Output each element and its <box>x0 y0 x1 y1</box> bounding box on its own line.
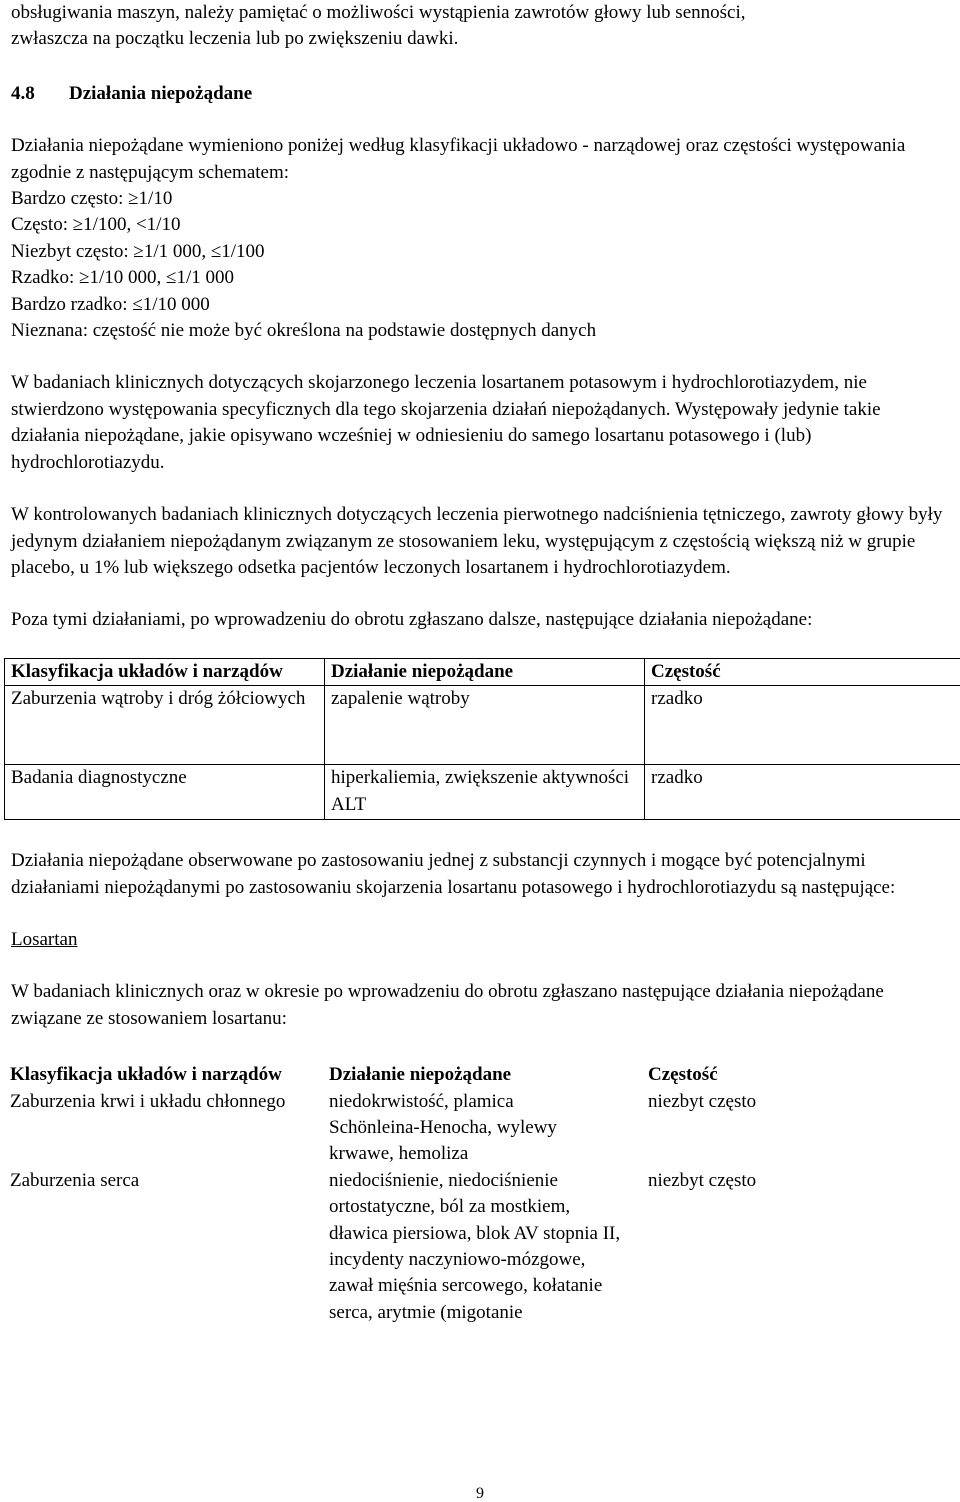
frequency-unknown: Nieznana: częstość nie może być określona na podstawie dostępnych danych <box>11 320 597 342</box>
intro-line-1: obsługiwania maszyn, należy pamiętać o możliwości wystąpienia zawrotów głowy lub senności, <box>11 2 746 23</box>
table-row <box>4 1168 959 1326</box>
table-cell: rzadko <box>645 686 960 765</box>
section-heading <box>11 81 951 107</box>
table-cell: hiperkaliemia, zwiększenie aktywności ALT <box>325 765 645 820</box>
paragraph-controlled-trials: W kontrolowanych badaniach klinicznych dotyczących leczenia pierwotnego nadciśnienia tętniczego, zawroty głowy były jedynym działaniem niepożądanym związanym ze stosowaniem leku, występującym z częstością większą niż w grupie placebo, u 1% lub większego odsetka pacjentów leczonych losartanem i hydrochlorotiazydem. <box>11 504 943 578</box>
paragraph-combination-trials: W badaniach klinicznych dotyczących skojarzonego leczenia losartanem potasowym i hydrochlorotiazydem, nie stwierdzono występowania specyficznych dla tego skojarzenia działań niepożądanych. Występowały jedynie takie działania niepożądane, jakie opisywano wcześniej w odniesieniu do samego losartanu potasowego i (lub) hydrochlorotiazydu. <box>11 372 881 473</box>
table-cell: Badania diagnostyczne <box>5 765 325 820</box>
table-cell: niedociśnienie, niedociśnienie ortostatyczne, ból za mostkiem, dławica piersiowa, blok AV stopnia II, incydenty naczyniowo-mózgowe, zawał mięśnia sercowego, kołatanie serca, arytmie (migotanie <box>329 1169 621 1323</box>
table-row <box>4 1089 959 1168</box>
section-number: 4.8 <box>11 82 35 104</box>
table-cell: niezbyt często <box>648 1090 757 1112</box>
table-row <box>5 765 960 820</box>
table-cell: Zaburzenia krwi i układu chłonnego <box>10 1090 286 1112</box>
adverse-events-table-2 <box>4 1062 959 1326</box>
frequency-very-rare: Bardzo rzadko: ≤1/10 000 <box>11 293 210 315</box>
table-header-cell: Działanie niepożądane <box>329 1064 512 1086</box>
paragraph-losartan-intro: W badaniach klinicznych oraz w okresie po wprowadzeniu do obrotu zgłaszano następujące działania niepożądane związane ze stosowaniem losartanu: <box>11 981 884 1029</box>
page-number: 9 <box>476 1485 484 1502</box>
adverse-events-table-1 <box>4 658 960 820</box>
table-header-cell: Częstość <box>645 658 960 685</box>
table-header-cell: Klasyfikacja układów i narządów <box>5 658 325 685</box>
table-cell: zapalenie wątroby <box>325 686 645 765</box>
table-header-cell: Częstość <box>648 1064 718 1086</box>
table-cell: niedokrwistość, plamica Schönleina-Henocha, wylewy krwawe, hemoliza <box>329 1090 557 1165</box>
frequency-common: Często: ≥1/100, <1/10 <box>11 214 181 236</box>
frequency-uncommon: Niezbyt często: ≥1/1 000, ≤1/100 <box>11 240 265 262</box>
table-cell: niezbyt często <box>648 1169 757 1191</box>
table-cell: rzadko <box>645 765 960 820</box>
frequency-very-common: Bardzo często: ≥1/10 <box>11 188 173 210</box>
table-header-cell: Działanie niepożądane <box>325 658 645 685</box>
table-cell: Zaburzenia wątroby i dróg żółciowych <box>5 686 325 765</box>
section-title: Działania niepożądane <box>69 82 253 104</box>
frequency-rare: Rzadko: ≥1/10 000, ≤1/1 000 <box>11 267 234 289</box>
table-cell: Zaburzenia serca <box>10 1169 140 1191</box>
subheading-losartan: Losartan <box>11 928 78 950</box>
frequency-intro: Działania niepożądane wymieniono poniżej według klasyfikacji układowo - narządowej oraz częstości występowania zgodnie z następującym schematem: <box>11 135 906 183</box>
document-page <box>11 0 951 1326</box>
table-row <box>5 686 960 765</box>
table-header-row <box>5 658 960 685</box>
intro-line-2: zwłaszcza na początku leczenia lub po zwiększeniu dawki. <box>11 28 459 50</box>
paragraph-postmarketing: Poza tymi działaniami, po wprowadzeniu do obrotu zgłaszano dalsze, następujące działania niepożądane: <box>11 609 813 631</box>
table-header-row <box>4 1062 959 1088</box>
table-header-cell: Klasyfikacja układów i narządów <box>10 1064 282 1086</box>
paragraph-single-substance: Działania niepożądane obserwowane po zastosowaniu jednej z substancji czynnych i mogące być potencjalnymi działaniami niepożądanymi po zastosowaniu skojarzenia losartanu potasowego i hydrochlorotiazydu są następujące: <box>11 850 896 898</box>
